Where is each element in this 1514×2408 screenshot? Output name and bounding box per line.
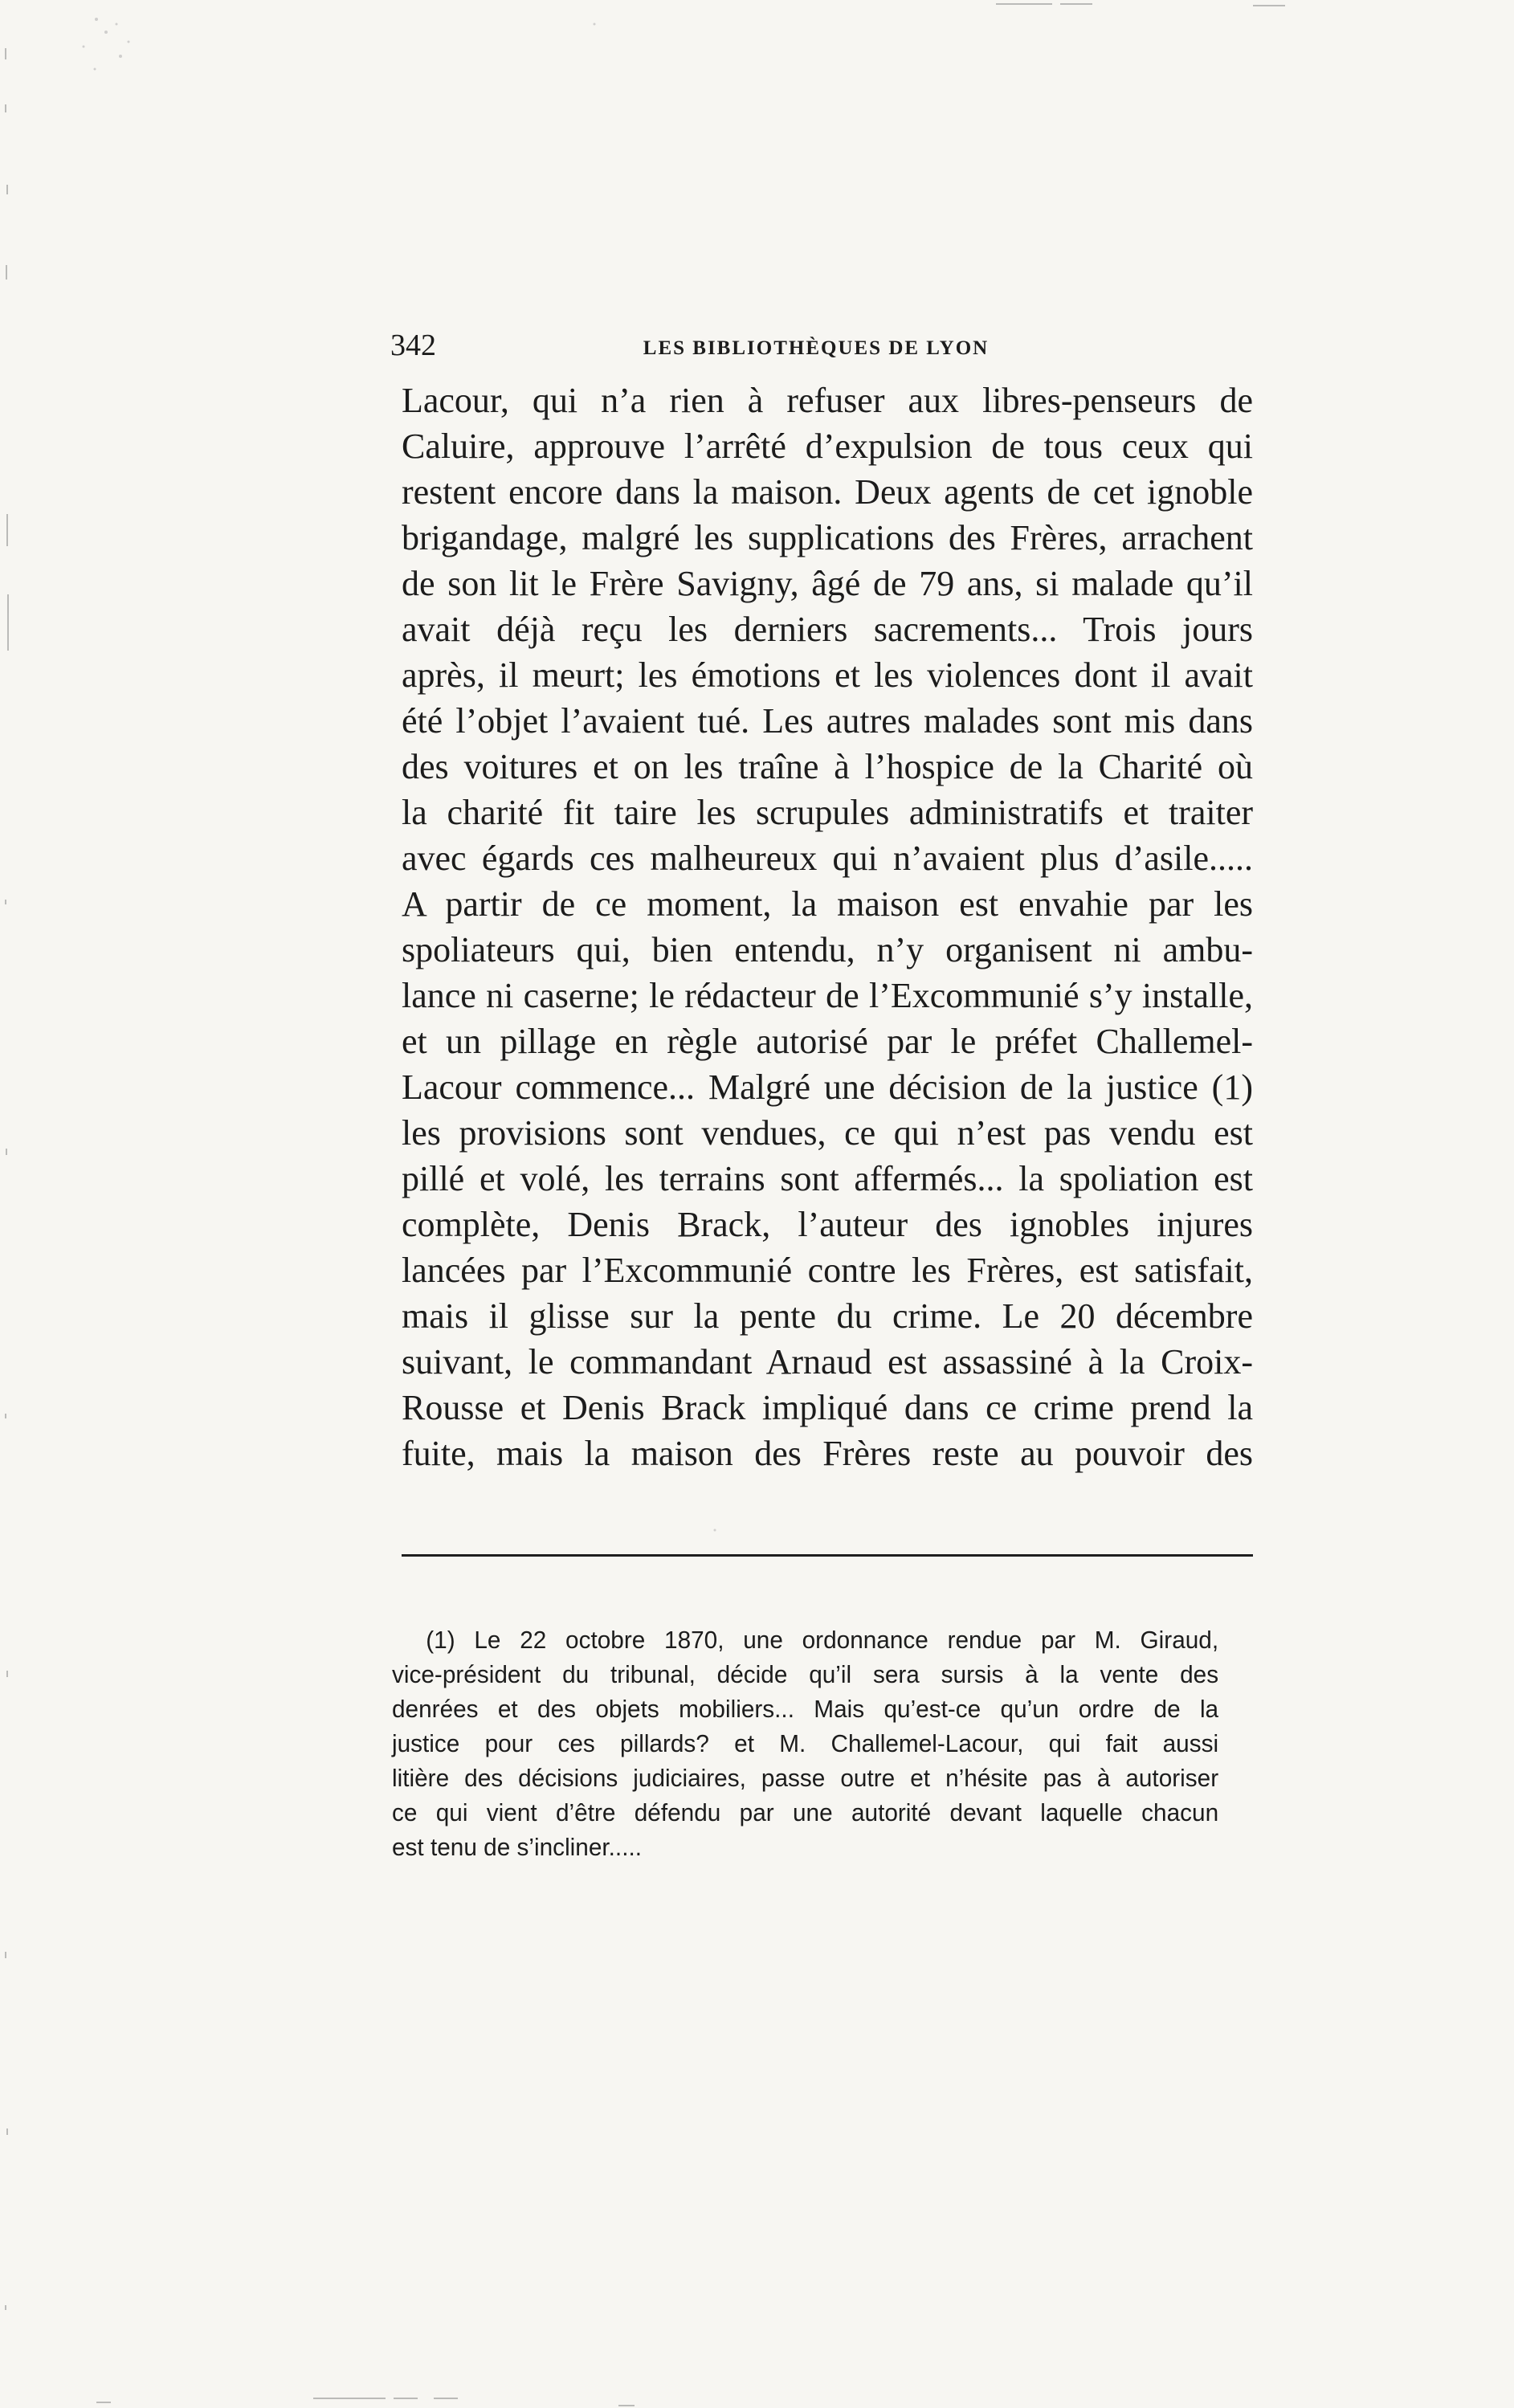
body-line: Rousse et Denis Brack impliqué dans ce crime prend la bbox=[402, 1388, 1253, 1427]
body-text bbox=[402, 378, 1253, 1476]
body-line: complète, Denis Brack, l’auteur des ignobles injures bbox=[402, 1205, 1253, 1244]
body-line: spoliateurs qui, bien entendu, n’y organisent ni ambu- bbox=[402, 930, 1253, 969]
footnote-line: ce qui vient d’être défendu par une autorité devant laquelle chacun bbox=[392, 1798, 1219, 1826]
footnote-line: vice-président du tribunal, décide qu’il sera sursis à la vente des bbox=[392, 1660, 1219, 1688]
body-line: lance ni caserne; le rédacteur de l’Excommunié s’y installe, bbox=[402, 976, 1253, 1015]
footnote bbox=[392, 1622, 1253, 1864]
footnote-line: justice pour ces pillards? et M. Challemel-Lacour, qui fait aussi bbox=[392, 1729, 1219, 1757]
body-line: lancées par l’Excommunié contre les Frères, est satisfait, bbox=[402, 1251, 1253, 1290]
body-line: de son lit le Frère Savigny, âgé de 79 ans, si malade qu’il bbox=[402, 564, 1253, 603]
body-line: avec égards ces malheureux qui n’avaient plus d’asile..... bbox=[402, 839, 1253, 878]
footnote-line: est tenu de s’incliner..... bbox=[392, 1833, 643, 1861]
footnote-line: litière des décisions judiciaires, passe outre et n’hésite pas à autoriser bbox=[392, 1764, 1219, 1792]
body-line: mais il glisse sur la pente du crime. Le 20 décembre bbox=[402, 1296, 1253, 1336]
body-line: restent encore dans la maison. Deux agents de cet ignoble bbox=[402, 472, 1253, 512]
body-line: A partir de ce moment, la maison est envahie par les bbox=[402, 884, 1253, 924]
body-line: des voitures et on les traîne à l’hospice de la Charité où bbox=[402, 747, 1253, 786]
body-line: brigandage, malgré les supplications des Frères, arrachent bbox=[402, 518, 1253, 557]
body-line: la charité fit taire les scrupules administratifs et traiter bbox=[402, 793, 1253, 832]
body-line: Lacour, qui n’a rien à refuser aux libres-penseurs de bbox=[402, 381, 1253, 420]
body-line: été l’objet l’avaient tué. Les autres malades sont mis dans bbox=[402, 701, 1253, 741]
body-line: Caluire, approuve l’arrêté d’expulsion de tous ceux qui bbox=[402, 427, 1253, 466]
body-line: pillé et volé, les terrains sont affermés... la spoliation est bbox=[402, 1159, 1253, 1198]
running-title: LES BIBLIOTHÈQUES DE LYON bbox=[643, 337, 990, 359]
page-number: 342 bbox=[390, 329, 436, 362]
body-line: les provisions sont vendues, ce qui n’est pas vendu est bbox=[402, 1113, 1253, 1153]
body-line: suivant, le commandant Arnaud est assassiné à la Croix- bbox=[402, 1342, 1253, 1382]
footnote-line: denrées et des objets mobiliers... Mais qu’est-ce qu’un ordre de la bbox=[392, 1695, 1219, 1723]
page-header bbox=[390, 321, 1242, 369]
body-line: avait déjà reçu les derniers sacrements... Trois jours bbox=[402, 610, 1253, 649]
body-line: Lacour commence... Malgré une décision de la justice (1) bbox=[402, 1067, 1253, 1107]
body-line: fuite, mais la maison des Frères reste au pouvoir des bbox=[402, 1434, 1253, 1473]
body-line: après, il meurt; les émotions et les violences dont il avait bbox=[402, 655, 1253, 695]
body-line: et un pillage en règle autorisé par le préfet Challemel- bbox=[402, 1022, 1253, 1061]
footnote-line: (1) Le 22 octobre 1870, une ordonnance rendue par M. Giraud, bbox=[426, 1626, 1219, 1654]
footnote-divider bbox=[402, 1554, 1253, 1557]
